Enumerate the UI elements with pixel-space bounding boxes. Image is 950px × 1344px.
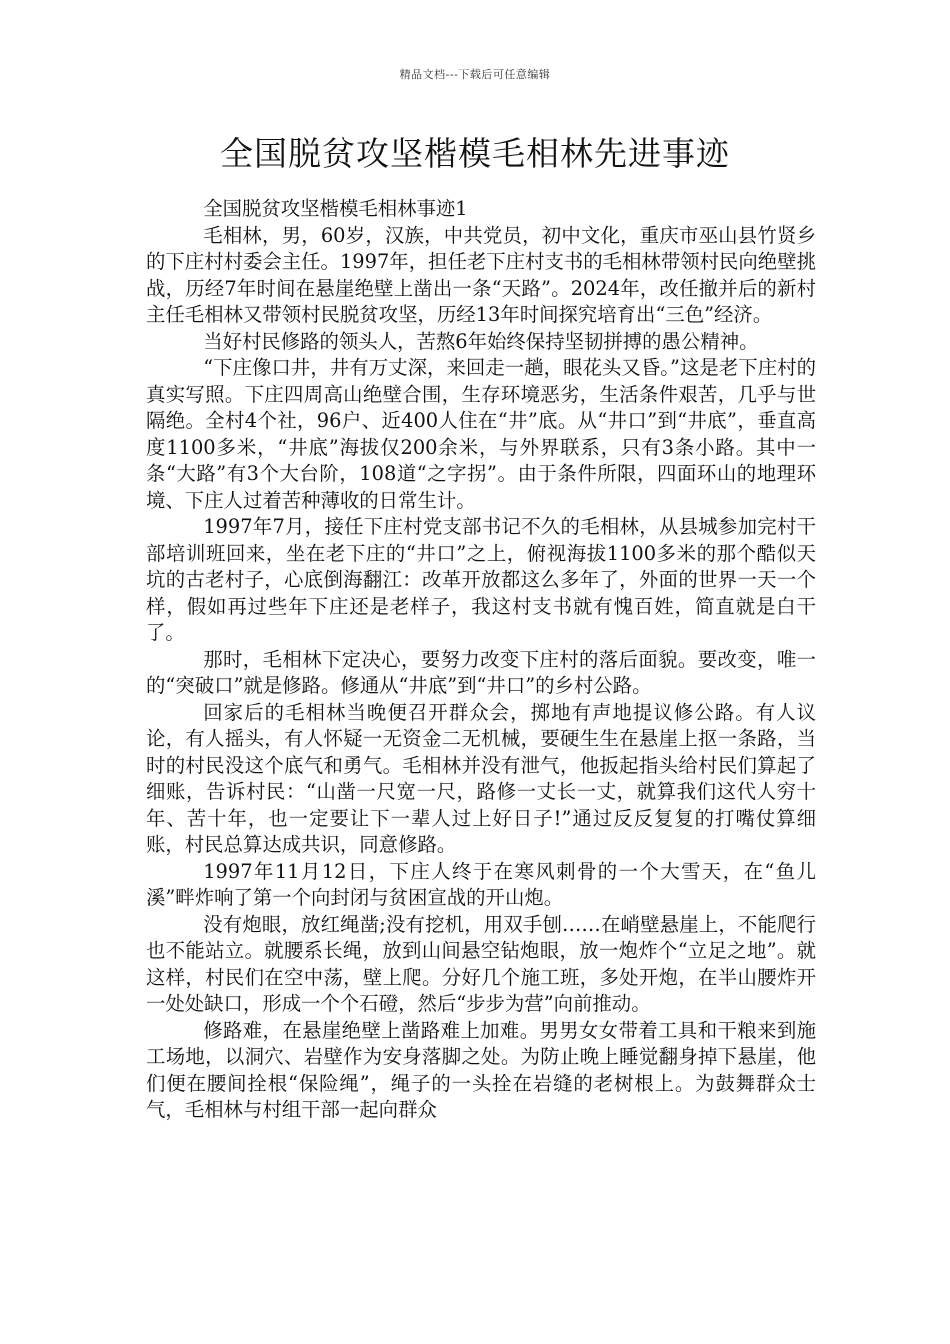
- paragraph: 那时，毛相林下定决心，要努力改变下庄村的落后面貌。要改变，唯一的“突破口”就是修路。修通从“井底”到“井口”的乡村公路。: [146, 647, 816, 697]
- paragraph: 毛相林，男，60岁，汉族，中共党员，初中文化，重庆市巫山县竹贤乡的下庄村村委会主任。1997年，担任老下庄村支书的毛相林带领村民向绝壁挑战，历经7年时间在悬崖绝壁上凿出一条“天路”。2024年，改任撤并后的新村主任毛相林又带领村民脱贫攻坚，历经13年时间探究培育出“三色”经济。: [146, 223, 816, 326]
- paragraph: 没有炮眼，放红绳凿;没有挖机，用双手刨……在峭壁悬崖上，不能爬行也不能站立。就腰系长绳，放到山间悬空钻炮眼，放一炮炸个“立足之地”。就这样，村民们在空中荡，壁上爬。分好几个施工班，多处开炮，在半山腰炸开一处处缺口，形成一个个石磴，然后“步步为营”向前推动。: [146, 912, 816, 1015]
- document-body: [146, 196, 816, 1124]
- section-subtitle: 全国脱贫攻坚楷模毛相林事迹1: [203, 197, 468, 220]
- paragraph: 1997年11月12日，下庄人终于在寒风刺骨的一个大雪天，在“鱼儿溪”畔炸响了第一个向封闭与贫困宣战的开山炮。: [146, 859, 816, 909]
- document-title: 全国脱贫攻坚楷模毛相林先进事迹: [220, 134, 730, 173]
- paragraph: 当好村民修路的领头人，苦熬6年始终保持坚韧拼搏的愚公精神。: [203, 329, 759, 353]
- paragraph: 1997年7月，接任下庄村党支部书记不久的毛相林，从县城参加完村干部培训班回来，坐在老下庄的“井口”之上，俯视海拔1100多米的那个酷似天坑的古老村子，心底倒海翻江：改革开放都这么多年了，外面的世界一天一个样，假如再过些年下庄还是老样子，我这村支书就有愧百姓，简直就是白干了。: [146, 515, 816, 644]
- paragraph: “下庄像口井，井有万丈深，来回走一趟，眼花头又昏。”这是老下庄村的真实写照。下庄四周高山绝壁合围，生存环境恶劣，生活条件艰苦，几乎与世隔绝。全村4个社，96户、近400人住在“井”底。从“井口”到“井底”，垂直高度1100多米，“井底”海拔仅200余米，与外界联系，只有3条小路。其中一条“大路”有3个大台阶，108道“之字拐”。由于条件所限，四面环山的地理环境、下庄人过着苦种薄收的日常生计。: [146, 356, 816, 512]
- paragraph: 修路难，在悬崖绝壁上凿路难上加难。男男女女带着工具和干粮来到施工场地，以洞穴、岩壁作为安身落脚之处。为防止晚上睡觉翻身掉下悬崖，他们便在腰间拴根“保险绳”，绳子的一头拴在岩缝的老树根上。为鼓舞群众士气，毛相林与村组干部一起向群众: [146, 1018, 816, 1121]
- page-header: 精品文档---下载后可任意编辑: [399, 68, 551, 81]
- paragraph: 回家后的毛相林当晚便召开群众会，掷地有声地提议修公路。有人议论，有人摇头，有人怀疑一无资金二无机械，要硬生生在悬崖上抠一条路，当时的村民没这个底气和勇气。毛相林并没有泄气，他扳起指头给村民们算起了细账，告诉村民：“山凿一尺宽一尺，路修一丈长一丈，就算我们这代人穷十年、苦十年，也一定要让下一辈人过上好日子!”通过反反复复的打嘴仗算细账，村民总算达成共识，同意修路。: [146, 700, 816, 856]
